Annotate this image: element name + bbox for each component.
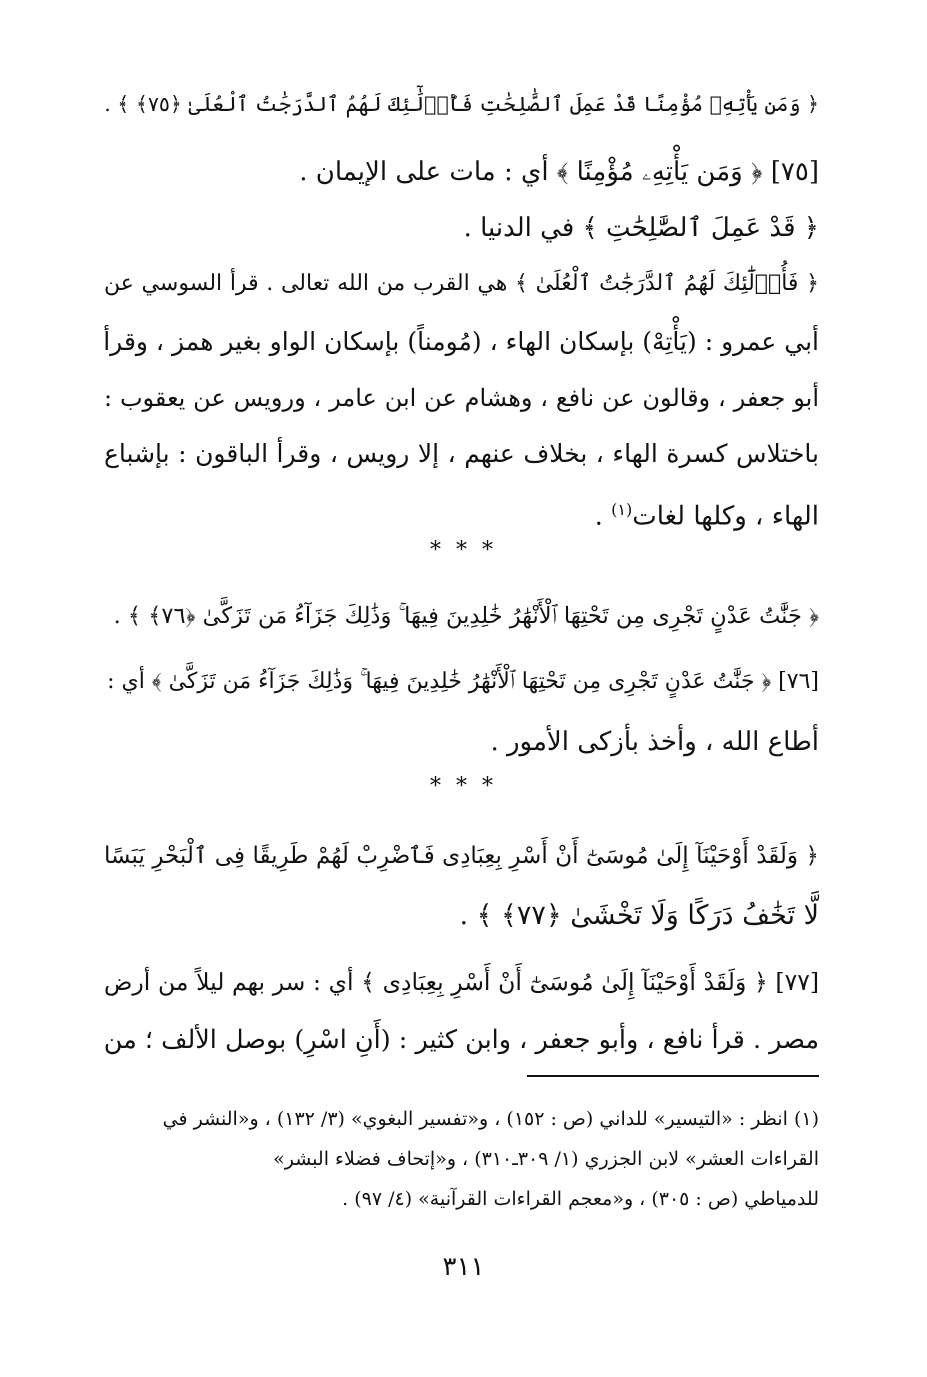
commentary-75-line-7-text: الهاء ، وكلها لغات bbox=[632, 501, 819, 532]
verse-76: ﴿ جَنَّٰتُ عَدْنٍ تَجْرِى مِن تَحْتِهَا ٱلْأَنْهَٰرُ خَٰلِدِينَ فِيهَا ۚ وَذَٰلِكَ جَزَآءُ مَن تَزَكَّىٰ ﴿٧٦﴾ ﴾ . bbox=[113, 603, 819, 629]
verse-77-line-1: ﴿ وَلَقَدْ أَوْحَيْنَآ إِلَىٰ مُوسَىٰٓ أَنْ أَسْرِ بِعِبَادِى فَٱضْرِبْ لَهُمْ طَرِيقًا فِى ٱلْبَحْرِ يَبَسًا bbox=[104, 843, 819, 869]
commentary-77-line-2: مصر . قرأ نافع ، وأبو جعفر ، وابن كثير : (أَنِ اسْرِ) بوصل الألف ؛ من bbox=[103, 1025, 819, 1055]
footnote-divider bbox=[527, 1075, 819, 1077]
verse-75: ﴿ وَمَن يَأْتِهِۦ مُؤْمِنًا قَدْ عَمِلَ ٱلصَّٰلِحَٰتِ فَأُو۟لَٰٓئِكَ لَهُمُ ٱلدَّرَجَٰتُ ٱلْعُلَىٰ ﴿٧٥﴾ ﴾ . bbox=[104, 92, 819, 116]
footnote-line-2: القراءات العشر» لابن الجزري (١/ ٣٠٩ـ٣١٠) ، و«إتحاف فضلاء البشر» bbox=[273, 1148, 819, 1170]
section-separator: * * * bbox=[430, 774, 497, 799]
footnote-marker: (١) bbox=[611, 500, 633, 519]
footnote-line-1: (١) انظر : «التيسير» للداني (ص : ١٥٢) ، و«تفسير البغوي» (٣/ ١٣٢) ، و«النشر في bbox=[162, 1108, 819, 1130]
commentary-76-line-2: أطاع الله ، وأخذ بأزكى الأمور . bbox=[490, 727, 819, 757]
footnote-line-3: للدمياطي (ص : ٣٠٥) ، و«معجم القراءات القرآنية» (٤/ ٩٧) . bbox=[342, 1188, 819, 1210]
commentary-76-line-1: [٧٦] ﴿ جَنَّٰتُ عَدْنٍ تَجْرِى مِن تَحْتِهَا ٱلْأَنْهَٰرُ خَٰلِدِينَ فِيهَا ۚ وَذَٰلِكَ جَزَآءُ مَن تَزَكَّىٰ ﴾ أي : bbox=[107, 669, 819, 694]
verse-77-line-2: لَّا تَخَٰفُ دَرَكًا وَلَا تَخْشَىٰ ﴿٧٧﴾ ﴾ . bbox=[459, 900, 819, 931]
commentary-75-line-6: باختلاس كسرة الهاء ، بخلاف عنهم ، إلا رويس ، وقرأ الباقون : بإشباع bbox=[104, 439, 819, 468]
commentary-75-line-5: أبو جعفر ، وقالون عن نافع ، وهشام عن ابن عامر ، ورويس عن يعقوب : bbox=[104, 384, 819, 412]
commentary-75-line-7-end: . bbox=[594, 501, 612, 532]
commentary-75-line-3: ﴿ فَأُو۟لَٰٓئِكَ لَهُمُ ٱلدَّرَجَٰتُ ٱلْعُلَىٰ ﴾ هي القرب من الله تعالى . قرأ السوسي عن bbox=[104, 271, 819, 296]
commentary-75-line-7 bbox=[104, 490, 819, 537]
commentary-75-line-1: [٧٥] ﴿ وَمَن يَأْتِهِۦ مُؤْمِنًا ﴾ أي : مات على الإيمان . bbox=[299, 157, 819, 187]
commentary-75-line-2: ﴿ قَدْ عَمِلَ ٱلصَّٰلِحَٰتِ ﴾ في الدنيا . bbox=[463, 213, 819, 243]
section-separator: * * * bbox=[430, 538, 497, 563]
commentary-77-line-1: [٧٧] ﴿ وَلَقَدْ أَوْحَيْنَآ إِلَىٰ مُوسَىٰٓ أَنْ أَسْرِ بِعِبَادِى ﴾ أي : سر بهم ليلاً من أرض bbox=[104, 968, 819, 996]
page-number: ٣١١ bbox=[442, 1252, 485, 1282]
commentary-75-line-4: أبي عمرو : (يَأْتِهْ) بإسكان الهاء ، (مُومناً) بإسكان الواو بغير همز ، وقرأ bbox=[103, 327, 819, 356]
